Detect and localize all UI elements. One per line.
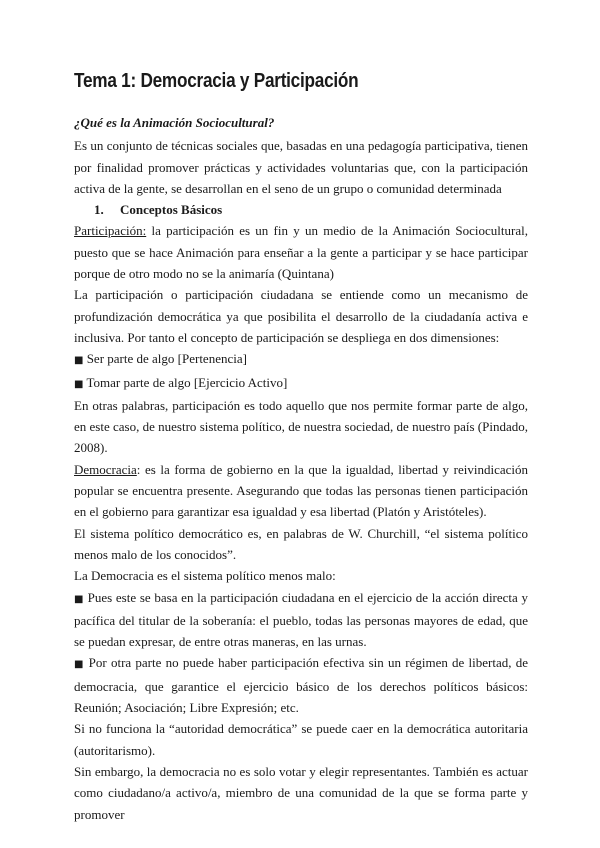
dimension-text: Ser parte de algo [Pertenencia] (86, 351, 247, 367)
section-subtitle: ¿Qué es la Animación Sociocultural? (74, 115, 275, 130)
bullet-square-icon: ■ (74, 593, 84, 605)
participacion-text: la participación es un fin y un medio de la Animación Sociocultural, puesto que se hace Animación para enseñar a la gente a participar y se hace participar porque de otro modo no se la animaría (Quintana) (74, 223, 528, 282)
section-heading (74, 199, 528, 220)
page-title: Tema 1: Democracia y Participación (74, 70, 359, 92)
autoridad-paragraph: Si no funciona la “autoridad democrática” se puede caer en la democrática autoritaria (autoritarismo). (74, 721, 528, 758)
section-number: 1. (94, 202, 104, 218)
ciudadana-paragraph: La participación o participación ciudadana se entiende como un mecanismo de profundización democrática ya que posibilita el desarrollo de la ciudadanía activa e inclusiva. Por tanto el concepto de participación se despliega en dos dimensiones: (74, 287, 528, 345)
dimension-item (74, 348, 528, 371)
democracia-paragraph (74, 459, 528, 523)
otras-palabras-paragraph: En otras palabras, participación es todo aquello que nos permite formar parte de algo, en este caso, de nuestro sistema político, de nuestra sociedad, de nuestro país (Pindado, 2008). (74, 397, 528, 456)
menos-malo-paragraph: La Democracia es el sistema político menos malo: (74, 568, 336, 584)
section-heading-text: Conceptos Básicos (120, 202, 223, 218)
intro-paragraph: Es un conjunto de técnicas sociales que, basadas en una pedagogía participativa, tienen por finalidad promover prácticas y actividades voluntarias que, con la participación activa de la gente, se desarrollan en el seno de un grupo o comunidad determinada (74, 138, 528, 196)
democracia-text: : es la forma de gobierno en la que la igualdad, libertad y reivindicación popular se encuentra presente. Asegurando que todas las personas tienen participación en el gobierno para garantizar esa igualdad y esa libertad (Platón y Aristóteles). (74, 461, 528, 520)
participacion-paragraph (74, 220, 528, 284)
bullet-square-icon: ■ (74, 659, 85, 671)
reason-item (74, 587, 528, 653)
bullet-square-icon: ■ (74, 378, 84, 390)
churchill-paragraph: El sistema político democrático es, en palabras de W. Churchill, “el sistema político menos malo de los conocidos”. (74, 525, 528, 562)
reason-text: Pues este se basa en la participación ciudadana en el ejercicio de la acción directa y pacífica del titular de la soberanía: el pueblo, todas las personas mayores de edad, que se puedan expresar, de entre otras maneras, en las urnas. (74, 589, 529, 650)
bullet-square-icon: ■ (74, 355, 84, 367)
dimension-text: Tomar parte de algo [Ejercicio Activo] (86, 374, 288, 390)
reason-item (74, 652, 528, 718)
participacion-term: Participación: (74, 223, 147, 239)
reason-text: Por otra parte no puede haber participación efectiva sin un régimen de libertad, de democracia, que garantice el ejercicio básico de los derechos políticos básicos: Reunión; Asociación; Libre Expresión; etc. (74, 655, 529, 716)
sin-embargo-paragraph: Sin embargo, la democracia no es solo votar y elegir representantes. También es actuar como ciudadano/a activo/a, miembro de una comunidad de la que se forma parte y promover (74, 763, 528, 822)
dimension-item (74, 372, 528, 395)
democracia-term: Democracia (74, 461, 137, 477)
document-body (74, 112, 528, 825)
